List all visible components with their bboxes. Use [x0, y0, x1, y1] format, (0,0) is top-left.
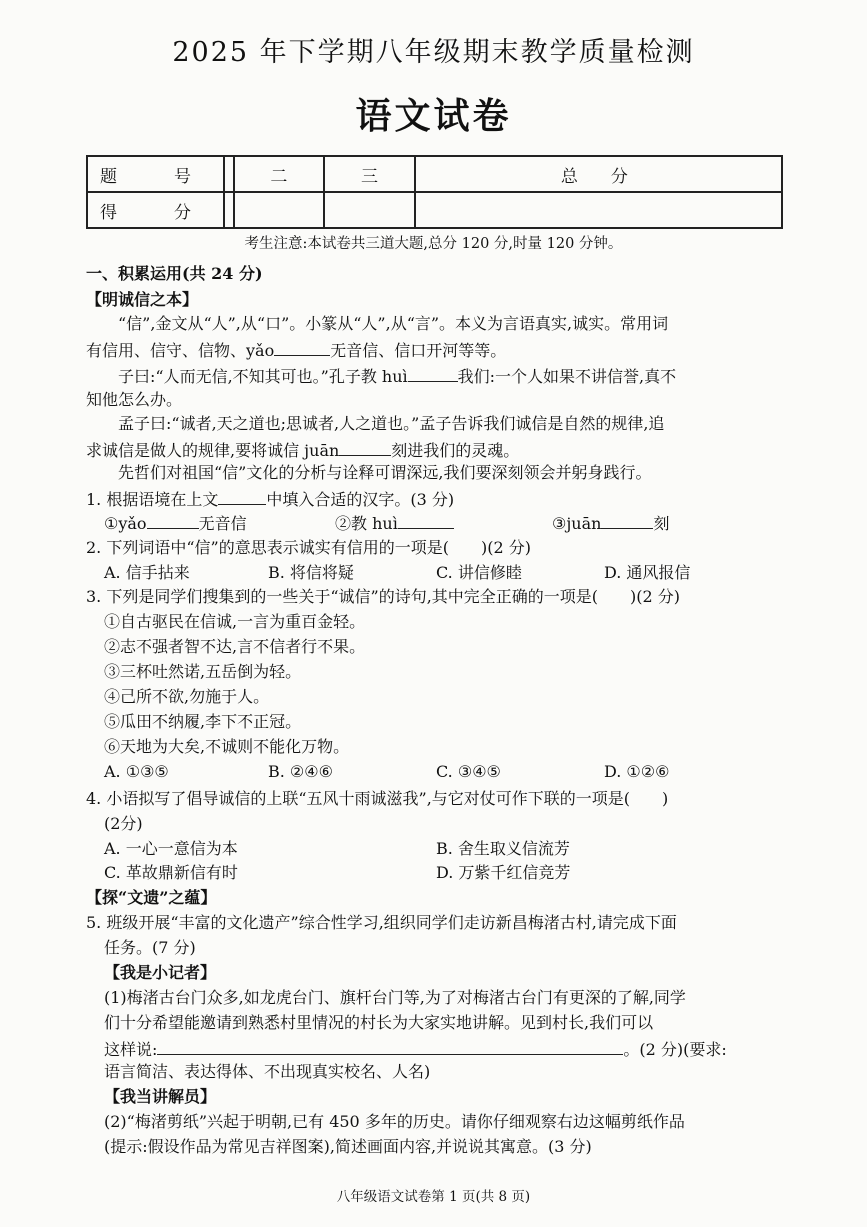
text-segment: 有信用、信守、信物、yǎo: [86, 341, 275, 360]
paragraph-line: [86, 339, 506, 361]
paragraph-line: [118, 365, 676, 387]
score-table-cell: 得 分: [87, 192, 224, 228]
question-4-points: (2分): [104, 814, 143, 833]
text-segment: 中填入合适的汉字。(3 分): [266, 490, 455, 509]
text-segment: ③juān: [552, 514, 602, 533]
answer-option-d[interactable]: D. ①②⑥: [604, 762, 670, 781]
answer-option-b[interactable]: B. ②④⑥: [268, 762, 333, 781]
paragraph-line: 先哲们对祖国“信”文化的分析与诠释可谓深远,我们要深刻领会并躬身践行。: [118, 463, 652, 482]
answer-blank[interactable]: [147, 512, 199, 529]
answer-option-b[interactable]: B. 舍生取义信流芳: [436, 839, 570, 858]
text-segment: 刻进我们的灵魂。: [391, 441, 520, 460]
question-2: 2. 下列词语中“信”的意思表示诚实有信用的一项是( )(2 分): [86, 538, 531, 557]
task-title: 【我当讲解员】: [104, 1087, 217, 1106]
part-title: 【探“文遗”之蕴】: [86, 888, 217, 907]
answer-option-a[interactable]: A. 信手拈来: [104, 563, 190, 582]
page-footer: 八年级语文试卷第 1 页(共 8 页): [336, 1189, 531, 1205]
task-line: [104, 1038, 727, 1060]
text-segment: 1. 根据语境在上文: [86, 490, 219, 509]
task-title: 【我是小记者】: [104, 963, 217, 982]
fill-blank[interactable]: [339, 439, 391, 456]
question-1: [86, 488, 454, 510]
text-segment: ②教 huì: [335, 514, 398, 533]
question-4: 4. 小语拟写了倡导诚信的上联“五风十雨诚滋我”,与它对仗可作下联的一项是( ): [86, 789, 669, 808]
task-line: (1)梅渚古台门众多,如龙虎台门、旗杆台门等,为了对梅渚古台门有更深的了解,同学: [104, 988, 686, 1007]
text-segment: 。(2 分)(要求:: [623, 1040, 727, 1059]
score-table-cell: [415, 192, 782, 228]
list-item: ⑤瓜田不纳履,李下不正冠。: [104, 712, 302, 731]
score-table-header-row: [87, 156, 782, 192]
answer-blank[interactable]: [601, 512, 653, 529]
exam-title: 2025 年下学期八年级期末教学质量检测: [172, 37, 695, 68]
answer-option-a[interactable]: A. ①③⑤: [104, 762, 169, 781]
answer-option-a[interactable]: A. 一心一意信为本: [104, 839, 238, 858]
text-segment: 子曰:“人而无信,不知其可也。”孔子教 huì: [118, 367, 408, 386]
answer-option: [335, 512, 454, 534]
paragraph-line: [86, 439, 519, 461]
list-item: ③三杯吐然诺,五岳倒为轻。: [104, 662, 302, 681]
list-item: ①自古驱民在信诚,一言为重百金轻。: [104, 612, 366, 631]
answer-option-c[interactable]: C. 革故鼎新信有时: [104, 863, 238, 882]
task-line: (2)“梅渚剪纸”兴起于明朝,已有 450 多年的历史。请你仔细观察右边这幅剪纸作品: [104, 1112, 685, 1131]
answer-option-b[interactable]: B. 将信将疑: [268, 563, 354, 582]
exam-subtitle: 语文试卷: [355, 95, 512, 137]
task-line: 语言简洁、表达得体、不出现真实校名、人名): [104, 1062, 431, 1081]
fill-blank[interactable]: [408, 365, 458, 382]
paragraph-line: “信”,金文从“人”,从“口”。小篆从“人”,从“言”。本义为言语真实,诚实。常用词: [118, 314, 669, 333]
answer-option-c[interactable]: C. ③④⑤: [436, 762, 501, 781]
answer-option-c[interactable]: C. 讲信修睦: [436, 563, 522, 582]
question-3: 3. 下列是同学们搜集到的一些关于“诚信”的诗句,其中完全正确的一项是( )(2 分): [86, 587, 681, 606]
score-table-score-row: [87, 192, 782, 228]
score-table-cell: [224, 156, 234, 192]
answer-option: [104, 512, 247, 534]
text-segment: 刻: [653, 514, 670, 533]
score-table-cell: [224, 192, 234, 228]
answer-option-d[interactable]: D. 通风报信: [604, 563, 691, 582]
task-line: (提示:假设作品为常见吉祥图案),简述画面内容,并说说其寓意。(3 分): [104, 1137, 592, 1156]
part-title: 【明诚信之本】: [86, 290, 199, 309]
score-table-cell: 二: [234, 156, 325, 192]
score-table-cell: [234, 192, 325, 228]
score-table-cell: 总 分: [415, 156, 782, 192]
list-item: ②志不强者智不达,言不信者行不果。: [104, 637, 366, 656]
answer-blank[interactable]: [398, 512, 454, 529]
fill-blank[interactable]: [274, 339, 330, 356]
text-segment: ①yǎo: [104, 514, 147, 533]
question-5-line: 任务。(7 分): [104, 938, 196, 957]
text-segment: 这样说:: [104, 1040, 158, 1059]
score-table: [86, 155, 783, 229]
list-item: ④己所不欲,勿施于人。: [104, 687, 270, 706]
fill-blank: [218, 488, 266, 505]
text-segment: 无音信、信口开河等等。: [330, 341, 507, 360]
task-line: 们十分希望能邀请到熟悉村里情况的村长为大家实地讲解。见到村长,我们可以: [104, 1013, 654, 1032]
text-segment: 求诚信是做人的规律,要将诚信 juān: [86, 441, 340, 460]
paragraph-line: 知他怎么办。: [86, 390, 183, 409]
text-segment: 我们:一个人如果不讲信誉,真不: [457, 367, 677, 386]
text-segment: 无音信: [198, 514, 247, 533]
question-5: 5. 班级开展“丰富的文化遗产”综合性学习,组织同学们走访新昌梅渚古村,请完成下面: [86, 913, 677, 932]
score-table-cell: 题 号: [87, 156, 224, 192]
section-heading: 一、积累运用(共 24 分): [86, 264, 263, 283]
score-table-cell: 三: [324, 156, 415, 192]
answer-blank[interactable]: [157, 1038, 623, 1055]
score-table-cell: [324, 192, 415, 228]
answer-option-d[interactable]: D. 万紫千红信竞芳: [436, 863, 571, 882]
answer-option: [552, 512, 669, 534]
exam-notice: 考生注意:本试卷共三道大题,总分 120 分,时量 120 分钟。: [244, 236, 623, 252]
paragraph-line: 孟子曰:“诚者,天之道也;思诚者,人之道也。”孟子告诉我们诚信是自然的规律,追: [118, 414, 665, 433]
list-item: ⑥天地为大矣,不诚则不能化万物。: [104, 737, 350, 756]
